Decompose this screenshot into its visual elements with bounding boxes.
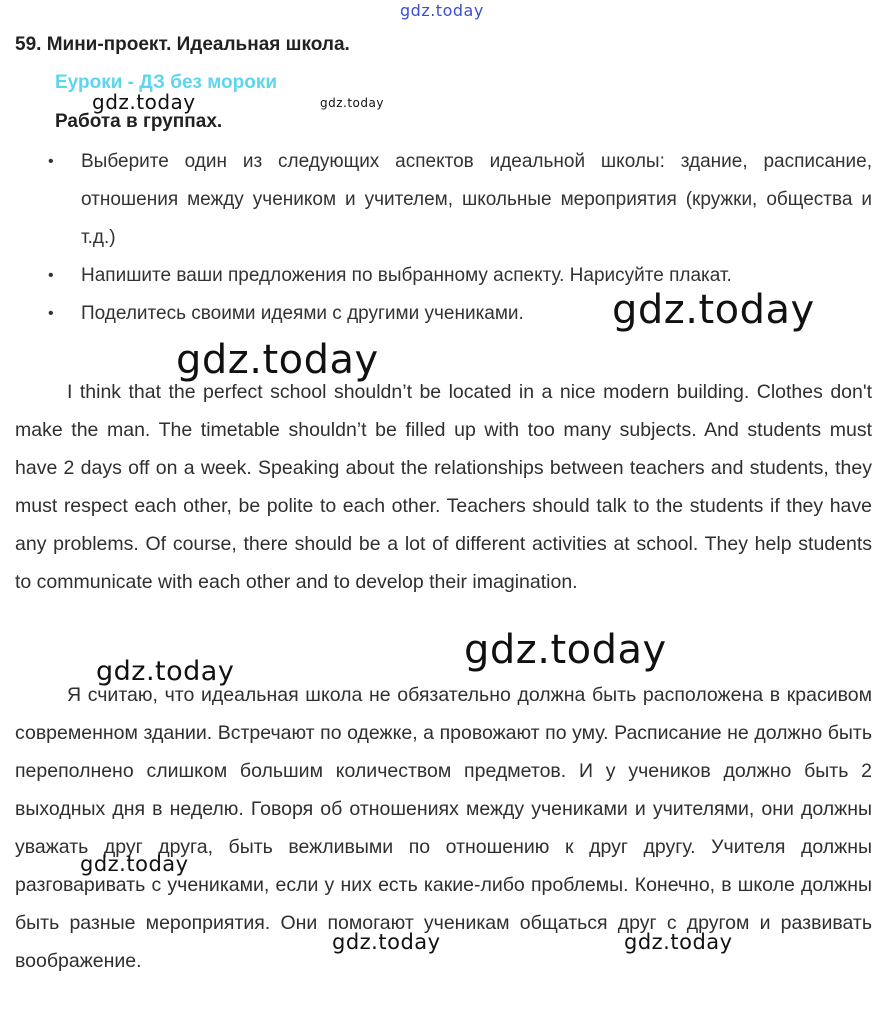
task-text: Поделитесь своими идеями с другими учениками. (81, 303, 524, 324)
watermark: gdz.today (612, 287, 815, 333)
watermark: gdz.today (80, 852, 189, 876)
task-text: Выберите один из следующих аспектов идеальной школы: здание, расписание, отношения между учеником и учителем, школьные мероприятия (кружки, общества и т.д.) (81, 151, 872, 248)
exercise-title: 59. Мини-проект. Идеальная школа. (15, 34, 350, 55)
watermark: gdz.today (92, 90, 196, 114)
watermark: gdz.today (320, 96, 384, 110)
promo-link[interactable]: Еуроки - ДЗ без мороки (55, 72, 278, 93)
watermark: gdz.today (332, 930, 441, 954)
answer-russian: Я считаю, что идеальная школа не обязательно должна быть расположена в красивом современном здании. Встречают по одежке, а провожают по уму. Расписание не должно быть переполнено слишком большим количеством предметов. И у учеников должно быть 2 выходных дня в неделю. Говоря об отношениях между учениками и учителями, они должны уважать друг друга, быть вежливыми по отношению к друг другу. Учителя должны разговаривать с учениками, если у них есть какие-либо проблемы. Конечно, в школе должны быть разные мероприятия. Они помогают ученикам общаться друг с другом и развивать воображение. (15, 684, 872, 972)
bullet-icon: • (48, 305, 54, 322)
list-item (48, 143, 872, 257)
watermark: gdz.today (624, 930, 733, 954)
task-text: Напишите ваши предложения по выбранному аспекту. Нарисуйте плакат. (81, 265, 732, 286)
watermark-top: gdz.today (400, 1, 484, 20)
watermark: gdz.today (96, 656, 235, 687)
watermark: gdz.today (176, 337, 379, 383)
bullet-icon: • (48, 153, 54, 170)
answer-english: I think that the perfect school shouldn’t be located in a nice modern building. Clothes don't make the man. The timetable shouldn’t be filled up with too many subjects. And students must have 2 days off on a week. Speaking about the relationships between teachers and students, they must respect each other, be polite to each other. Teachers should talk to the students if they have any problems. Of course, there should be a lot of different activities at school. They help students to communicate with each other and to develop their imagination. (15, 381, 872, 593)
bullet-icon: • (48, 267, 54, 284)
section-subtitle: Работа в группах. (55, 111, 223, 132)
watermark: gdz.today (464, 627, 667, 673)
